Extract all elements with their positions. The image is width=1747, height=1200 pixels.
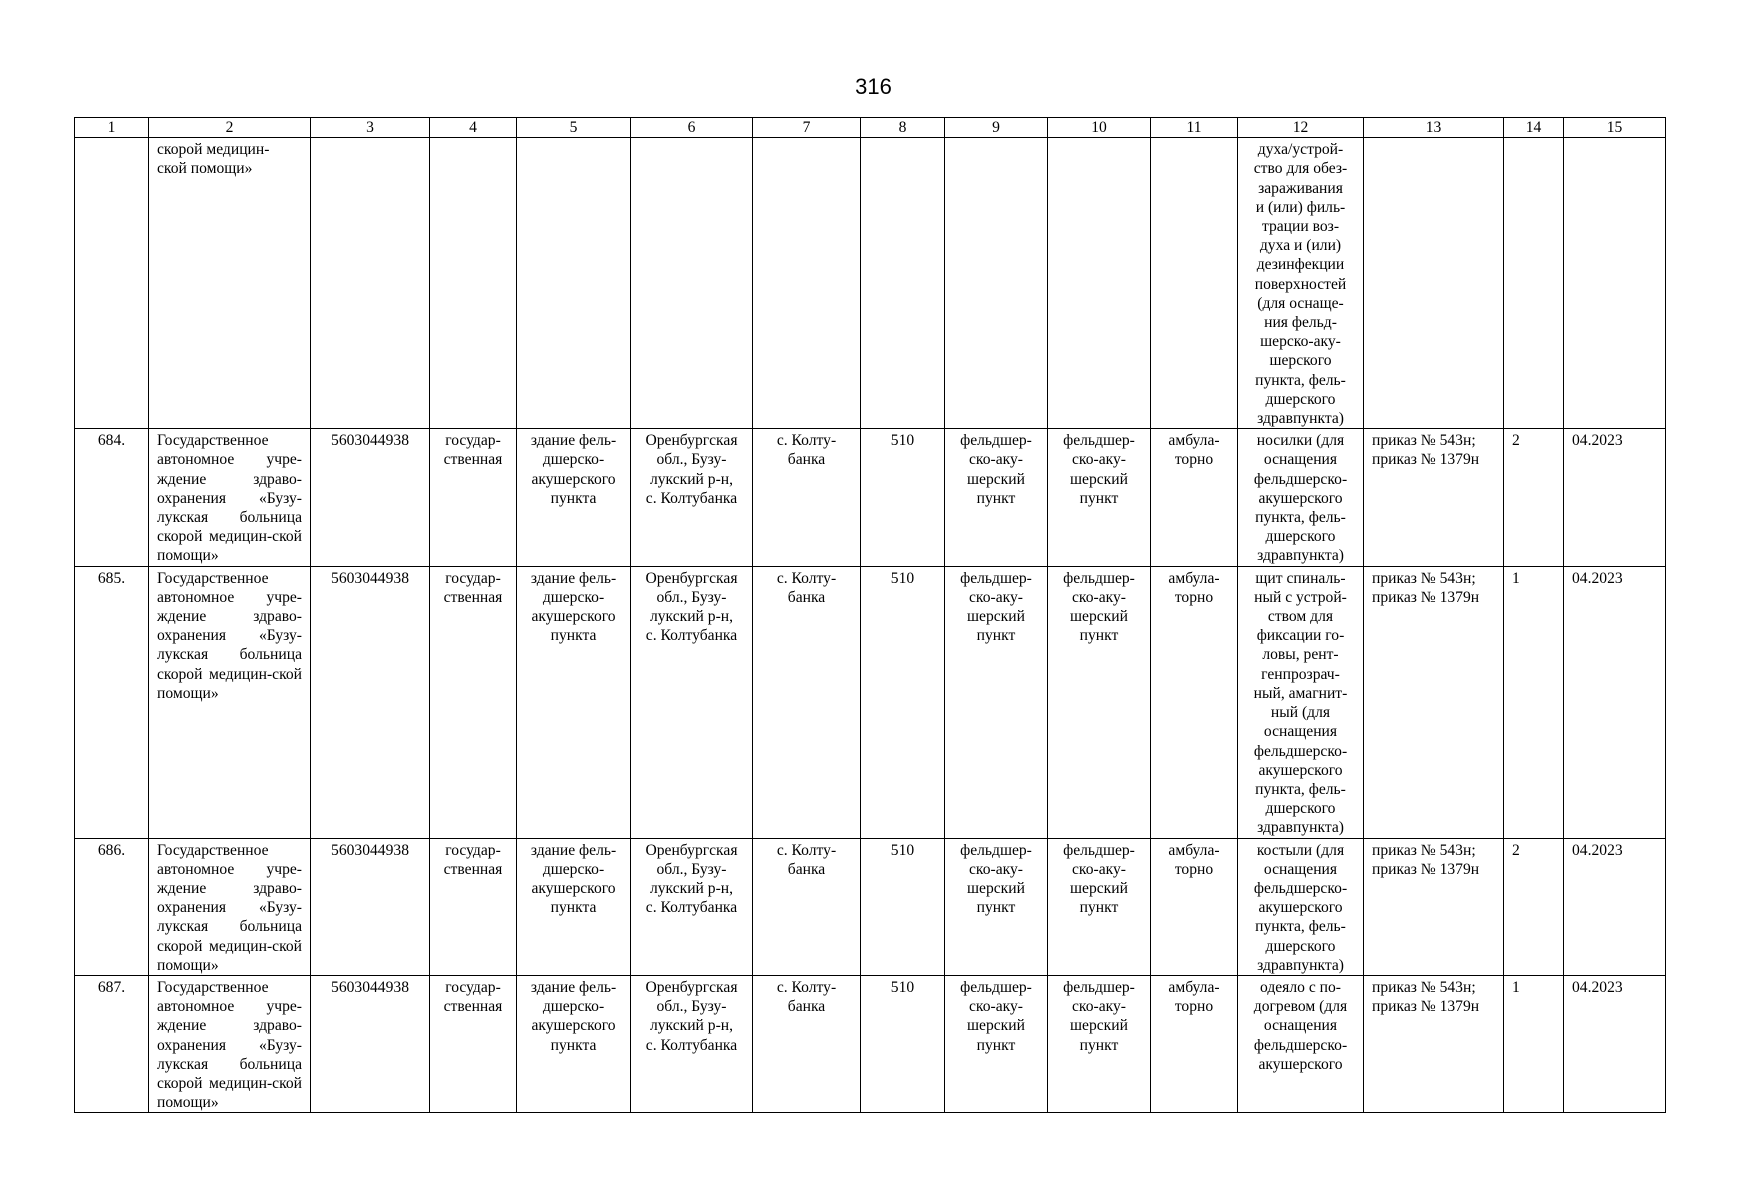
row-number: 686. — [75, 838, 149, 975]
ownership-form: государ- ственная — [430, 838, 517, 975]
row-number: 687. — [75, 975, 149, 1112]
table-row — [75, 138, 1666, 429]
ownership-form: государ- ственная — [430, 429, 517, 566]
ownership-form — [430, 138, 517, 429]
column-number: 11 — [1151, 118, 1238, 138]
unit-type: фельдшер- ско-аку- шерский пункт — [945, 566, 1048, 838]
registry-table — [74, 117, 1666, 1113]
column-number: 4 — [430, 118, 517, 138]
care-form — [1151, 138, 1238, 429]
date: 04.2023 — [1564, 429, 1666, 566]
column-number: 13 — [1364, 118, 1504, 138]
quantity: 1 — [1504, 975, 1564, 1112]
ownership-form: государ- ственная — [430, 975, 517, 1112]
column-number: 12 — [1238, 118, 1364, 138]
quantity: 2 — [1504, 429, 1564, 566]
unit-type: фельдшер- ско-аку- шерский пункт — [945, 838, 1048, 975]
settlement: с. Колту- банка — [753, 429, 861, 566]
unit-profile: фельдшер- ско-аку- шерский пункт — [1048, 429, 1151, 566]
order-reference: приказ № 543н; приказ № 1379н — [1364, 975, 1504, 1112]
column-number: 7 — [753, 118, 861, 138]
address: Оренбургская обл., Бузу- лукский р-н, с. Колтубанка — [631, 566, 753, 838]
unit-type: фельдшер- ско-аку- шерский пункт — [945, 975, 1048, 1112]
column-number: 6 — [631, 118, 753, 138]
table-row — [75, 429, 1666, 566]
inn — [311, 138, 430, 429]
quantity — [1504, 138, 1564, 429]
equipment: носилки (для оснащения фельдшерско- акушерского пункта, фель- дшерского здравпункта) — [1238, 429, 1364, 566]
column-number: 15 — [1564, 118, 1666, 138]
care-form: амбула- торно — [1151, 975, 1238, 1112]
care-form: амбула- торно — [1151, 838, 1238, 975]
code: 510 — [861, 838, 945, 975]
address — [631, 138, 753, 429]
inn: 5603044938 — [311, 975, 430, 1112]
order-reference: приказ № 543н; приказ № 1379н — [1364, 429, 1504, 566]
care-form: амбула- торно — [1151, 566, 1238, 838]
unit-profile: фельдшер- ско-аку- шерский пункт — [1048, 975, 1151, 1112]
organization-name: Государственное автономное учре-ждение здраво-охранения «Бузу-лукская больница скорой медицин-ской помощи» — [149, 429, 311, 566]
code: 510 — [861, 566, 945, 838]
building-type: здание фель- дшерско- акушерского пункта — [517, 838, 631, 975]
equipment: костыли (для оснащения фельдшерско- акушерского пункта, фель- дшерского здравпункта) — [1238, 838, 1364, 975]
organization-name: Государственное автономное учре-ждение здраво-охранения «Бузу-лукская больница скорой медицин-ской помощи» — [149, 838, 311, 975]
column-number: 10 — [1048, 118, 1151, 138]
organization-name: Государственное автономное учре-ждение здраво-охранения «Бузу-лукская больница скорой медицин-ской помощи» — [149, 566, 311, 838]
unit-profile: фельдшер- ско-аку- шерский пункт — [1048, 566, 1151, 838]
equipment: духа/устрой- ство для обез- зараживания и (или) филь- трации воз- духа и (или) дезинфекции поверхностей (для оснаще- ния фельд- шерско-аку- шерского пункта, фель- дшерского здравпункта) — [1238, 138, 1364, 429]
date — [1564, 138, 1666, 429]
unit-profile — [1048, 138, 1151, 429]
settlement — [753, 138, 861, 429]
organization-name: скорой медицин- ской помощи» — [149, 138, 311, 429]
equipment: одеяло с по- догревом (для оснащения фельдшерско- акушерского — [1238, 975, 1364, 1112]
order-reference: приказ № 543н; приказ № 1379н — [1364, 566, 1504, 838]
column-number: 1 — [75, 118, 149, 138]
page-number: 316 — [855, 74, 892, 99]
settlement: с. Колту- банка — [753, 566, 861, 838]
row-number: 685. — [75, 566, 149, 838]
row-number: 684. — [75, 429, 149, 566]
unit-profile: фельдшер- ско-аку- шерский пункт — [1048, 838, 1151, 975]
unit-type — [945, 138, 1048, 429]
table-row — [75, 566, 1666, 838]
date: 04.2023 — [1564, 566, 1666, 838]
equipment: щит спиналь- ный с устрой- ством для фиксации го- ловы, рент- генпрозрач- ный, амагнит- ный (для оснащения фельдшерско- акушерского пункта, фель- дшерского здравпункта) — [1238, 566, 1364, 838]
ownership-form: государ- ственная — [430, 566, 517, 838]
building-type: здание фель- дшерско- акушерского пункта — [517, 566, 631, 838]
building-type — [517, 138, 631, 429]
column-number: 14 — [1504, 118, 1564, 138]
column-number: 5 — [517, 118, 631, 138]
unit-type: фельдшер- ско-аку- шерский пункт — [945, 429, 1048, 566]
inn: 5603044938 — [311, 429, 430, 566]
table-row — [75, 975, 1666, 1112]
code — [861, 138, 945, 429]
column-number: 8 — [861, 118, 945, 138]
quantity: 1 — [1504, 566, 1564, 838]
care-form: амбула- торно — [1151, 429, 1238, 566]
code: 510 — [861, 975, 945, 1112]
column-number: 3 — [311, 118, 430, 138]
settlement: с. Колту- банка — [753, 838, 861, 975]
code: 510 — [861, 429, 945, 566]
building-type: здание фель- дшерско- акушерского пункта — [517, 975, 631, 1112]
address: Оренбургская обл., Бузу- лукский р-н, с. Колтубанка — [631, 429, 753, 566]
building-type: здание фель- дшерско- акушерского пункта — [517, 429, 631, 566]
order-reference — [1364, 138, 1504, 429]
settlement: с. Колту- банка — [753, 975, 861, 1112]
row-number — [75, 138, 149, 429]
date: 04.2023 — [1564, 838, 1666, 975]
quantity: 2 — [1504, 838, 1564, 975]
date: 04.2023 — [1564, 975, 1666, 1112]
address: Оренбургская обл., Бузу- лукский р-н, с. Колтубанка — [631, 975, 753, 1112]
table-row — [75, 838, 1666, 975]
inn: 5603044938 — [311, 838, 430, 975]
order-reference: приказ № 543н; приказ № 1379н — [1364, 838, 1504, 975]
address: Оренбургская обл., Бузу- лукский р-н, с. Колтубанка — [631, 838, 753, 975]
column-number: 2 — [149, 118, 311, 138]
organization-name: Государственное автономное учре-ждение здраво-охранения «Бузу-лукская больница скорой медицин-ской помощи» — [149, 975, 311, 1112]
column-number: 9 — [945, 118, 1048, 138]
inn: 5603044938 — [311, 566, 430, 838]
column-number-row — [75, 118, 1666, 138]
